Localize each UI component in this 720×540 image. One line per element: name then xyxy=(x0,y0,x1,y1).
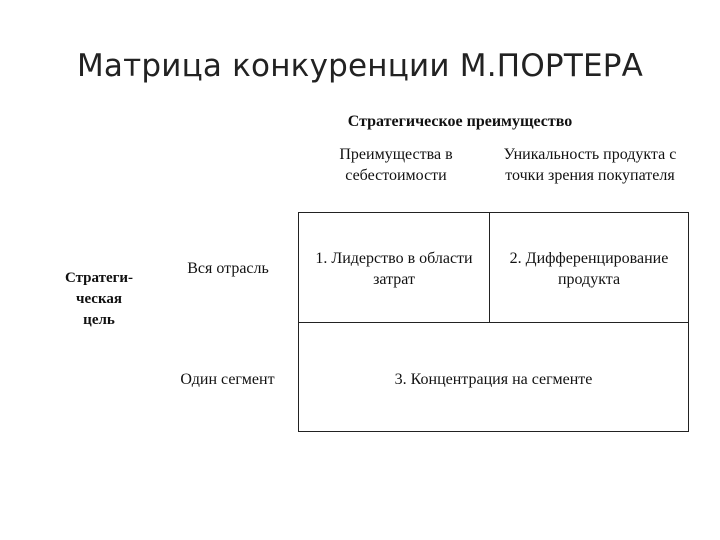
row-header-one-segment: Один сегмент xyxy=(180,371,275,388)
column-header-uniqueness: Уникальность продукта с точки зрения покупателя xyxy=(503,146,677,184)
cell-focus: 3. Концентрация на сегменте xyxy=(394,371,593,388)
matrix-vertical-divider xyxy=(489,212,490,323)
cell-differentiation: 2. Дифференцирование продукта xyxy=(509,250,669,288)
row-axis-label xyxy=(56,268,142,331)
page-title: Матрица конкуренции М.ПОРТЕРА xyxy=(76,48,644,84)
cell-cost-leadership: 1. Лидерство в области затрат xyxy=(315,250,473,288)
column-header-cost: Преимущества в себестоимости xyxy=(339,146,453,184)
row-header-whole-industry: Вся отрасль xyxy=(187,260,269,277)
row-axis-label-text: Стратеги- ческая цель xyxy=(64,270,134,328)
matrix-horizontal-divider xyxy=(298,322,689,323)
column-axis-label: Стратегическое преимущество xyxy=(347,113,573,130)
